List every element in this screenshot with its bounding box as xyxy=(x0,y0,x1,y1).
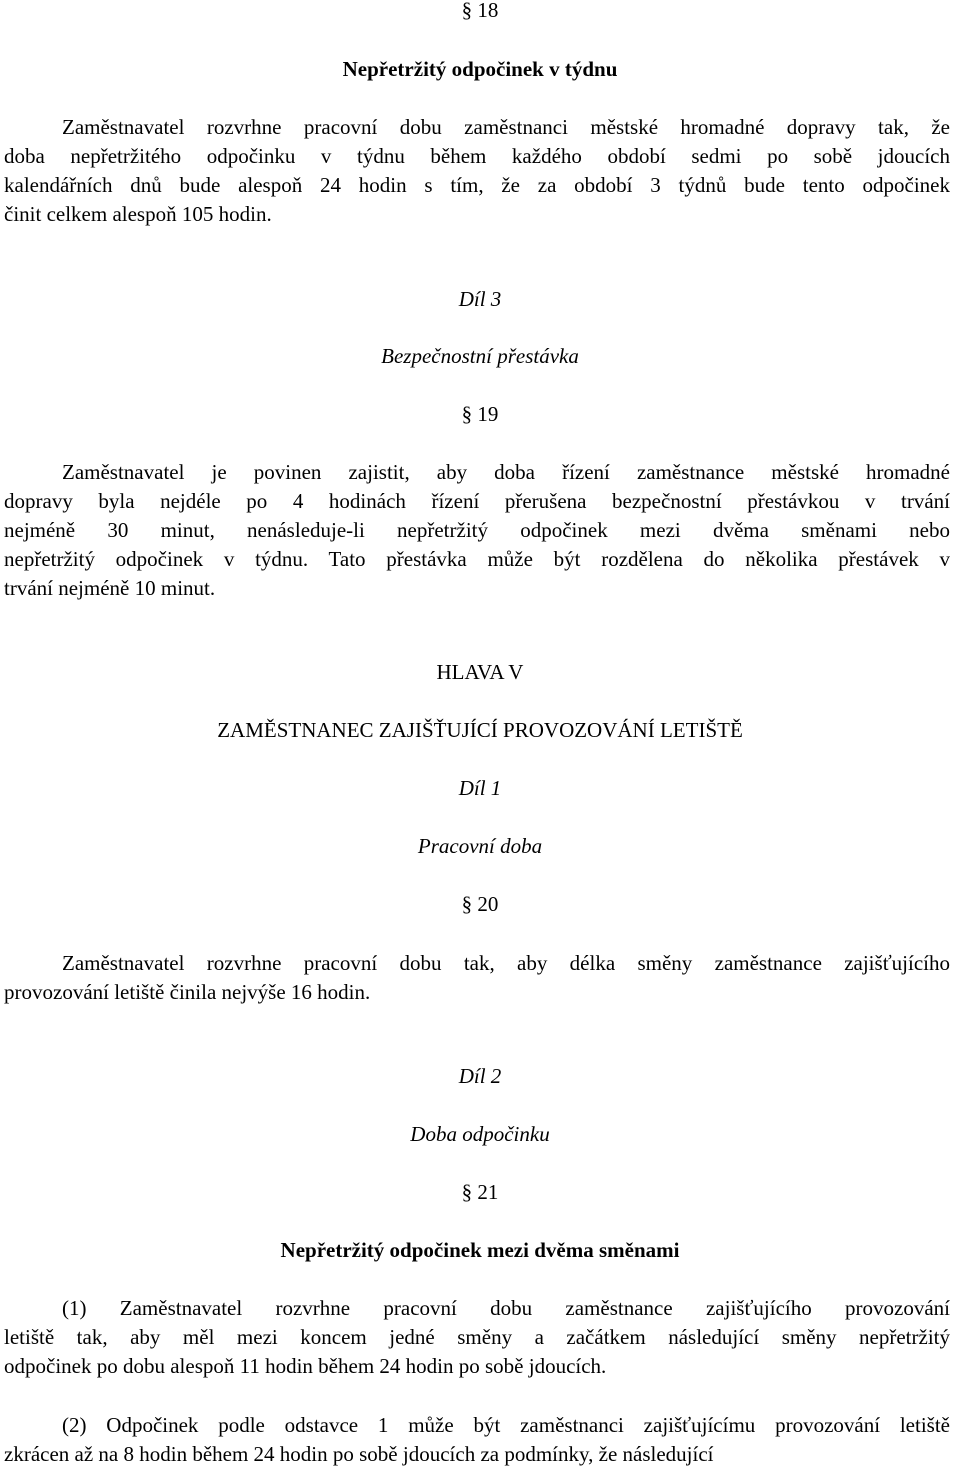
paragraph-line: letiště tak, aby měl mezi koncem jedné směny a začátkem následující směny nepřetržitý xyxy=(4,1325,950,1349)
paragraph-line: provozování letiště činila nejvýše 16 hodin. xyxy=(4,980,371,1004)
paragraph-line: trvání nejméně 10 minut. xyxy=(4,576,216,600)
paragraph-line: kalendářních dnů bude alespoň 24 hodin s tím, že za období 3 týdnů bude tento odpočinek xyxy=(4,173,950,197)
section-20-number: § 20 xyxy=(461,892,499,916)
section-18-paragraph xyxy=(4,113,950,229)
part-1-title: Pracovní doba xyxy=(417,834,543,858)
section-21-paragraph-2 xyxy=(4,1411,950,1469)
paragraph-line: doba nepřetržitého odpočinku v týdnu během každého období sedmi po sobě jdoucích xyxy=(4,144,950,168)
part-3-label: Díl 3 xyxy=(458,287,502,311)
section-18-number: § 18 xyxy=(461,0,499,22)
paragraph-line: (1) Zaměstnavatel rozvrhne pracovní dobu zaměstnance zajišťujícího provozování xyxy=(62,1296,950,1320)
paragraph-line: Zaměstnavatel rozvrhne pracovní dobu zaměstnanci městské hromadné dopravy tak, že xyxy=(62,115,950,139)
chapter-label: HLAVA V xyxy=(436,660,524,684)
part-1-label: Díl 1 xyxy=(458,776,502,800)
paragraph-line: (2) Odpočinek podle odstavce 1 může být zaměstnanci zajišťujícímu provozování letiště xyxy=(62,1413,950,1437)
section-19-paragraph xyxy=(4,458,950,603)
paragraph-line: odpočinek po dobu alespoň 11 hodin během 24 hodin po sobě jdoucích. xyxy=(4,1354,607,1378)
section-21-number: § 21 xyxy=(461,1180,499,1204)
part-3-title: Bezpečnostní přestávka xyxy=(381,344,579,368)
part-2-label: Díl 2 xyxy=(458,1064,502,1088)
section-18-title: Nepřetržitý odpočinek v týdnu xyxy=(342,57,618,81)
paragraph-line: činit celkem alespoň 105 hodin. xyxy=(4,202,272,226)
paragraph-line: zkrácen až na 8 hodin během 24 hodin po sobě jdoucích za podmínky, že následující xyxy=(4,1442,714,1466)
section-20-paragraph xyxy=(4,949,950,1007)
paragraph-line: Zaměstnavatel je povinen zajistit, aby doba řízení zaměstnance městské hromadné xyxy=(62,460,950,484)
chapter-title: ZAMĚSTNANEC ZAJIŠŤUJÍCÍ PROVOZOVÁNÍ LETIŠTĚ xyxy=(217,718,743,742)
section-21-paragraph-1 xyxy=(4,1294,950,1381)
section-21-title: Nepřetržitý odpočinek mezi dvěma směnami xyxy=(280,1238,680,1262)
paragraph-line: Zaměstnavatel rozvrhne pracovní dobu tak, aby délka směny zaměstnance zajišťujícího xyxy=(62,951,950,975)
paragraph-line: dopravy byla nejdéle po 4 hodinách řízení přerušena bezpečnostní přestávkou v trvání xyxy=(4,489,950,513)
part-2-title: Doba odpočinku xyxy=(410,1122,550,1146)
section-19-number: § 19 xyxy=(461,402,499,426)
paragraph-line: nepřetržitý odpočinek v týdnu. Tato přestávka může být rozdělena do několika přestávek v xyxy=(4,547,950,571)
paragraph-line: nejméně 30 minut, nenásleduje-li nepřetržitý odpočinek mezi dvěma směnami nebo xyxy=(4,518,950,542)
